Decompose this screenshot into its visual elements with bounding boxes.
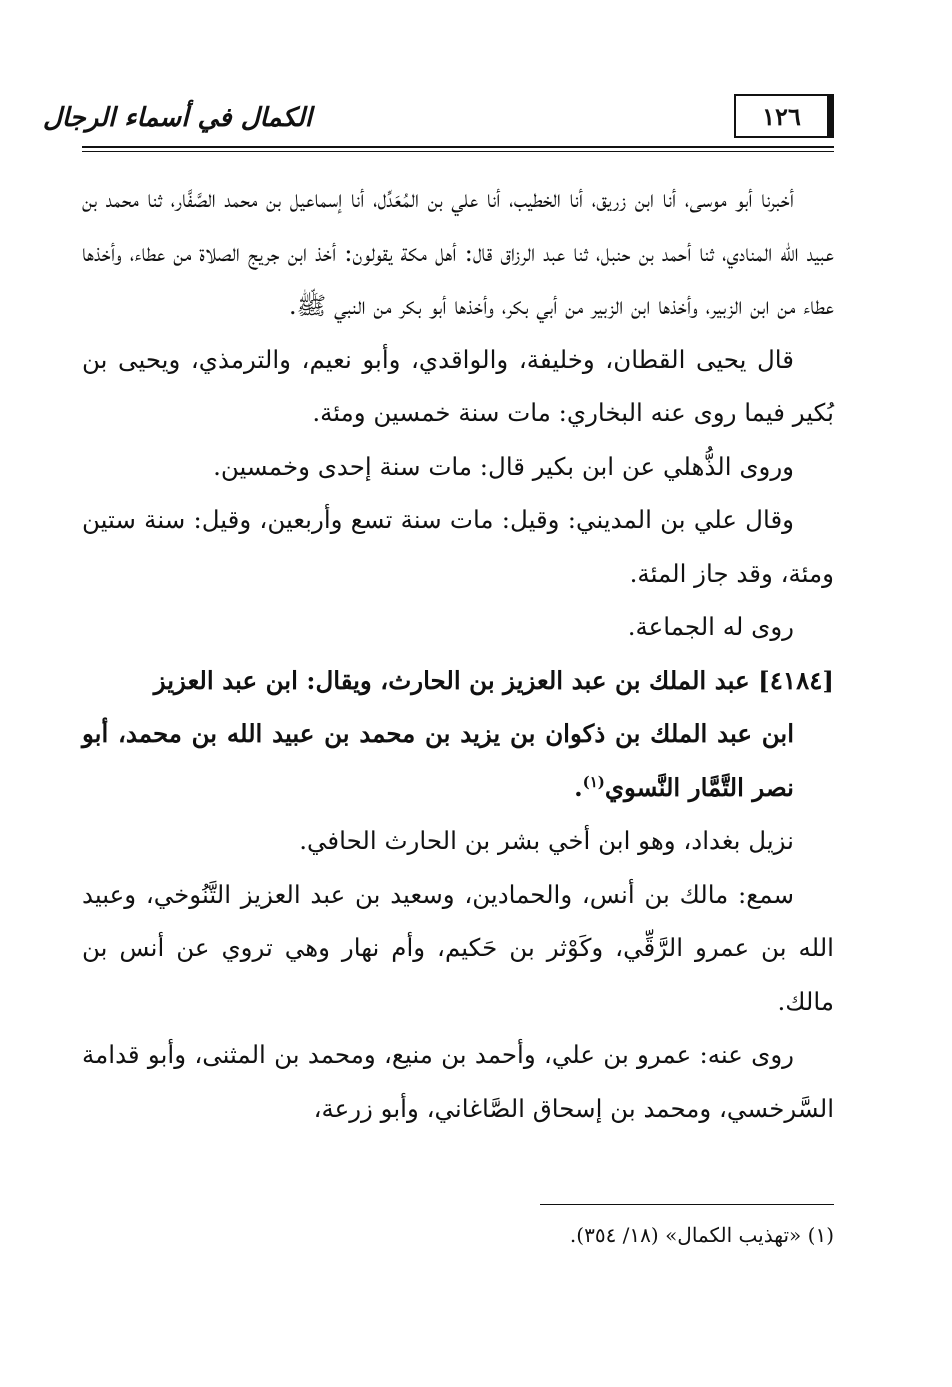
paragraph: وقال علي بن المديني: وقيل: مات سنة تسع وأربعين، وقيل: سنة ستين ومئة، وقد جاز المئة. [82,505,834,588]
paragraph: نزيل بغداد، وهو ابن أخي بشر بن الحارث الحافي. [299,826,794,855]
entry-heading-end: . [574,772,583,802]
paragraph: روى عنه: عمرو بن علي، وأحمد بن منيع، ومحمد بن المثنى، وأبو قدامة السَّرخسي، ومحمد بن إسحاق الصَّاغاني، وأبو زرعة، [82,1040,834,1123]
main-text [82,172,834,1135]
footnote: (١) «تهذيب الكمال» (١٨/ ٣٥٤). [569,1223,834,1247]
header-rule-thin [82,151,834,152]
paragraph: سمع: مالك بن أنس، والحمادين، وسعيد بن عبد العزيز التَّنُوخي، وعبيد الله بن عمرو الرَّقِّي، وكَوْثر بن حَكيم، وأم نهار وهي تروي عن أنس بن مالك. [82,879,834,1016]
entry-heading-text: ابن عبد الملك بن ذكوان بن يزيد بن محمد بن عبيد الله بن محمد، أبو نصر التَّمَّار النَّسوي [82,719,794,802]
page-header [42,94,834,154]
footnote-reference[interactable]: (١) [582,772,605,791]
footnote-separator [540,1204,834,1205]
entry-heading: [٤١٨٤] عبد الملك بن عبد العزيز بن الحارث، ويقال: ابن عبد العزيز [153,665,834,695]
paragraph: وروى الذُّهلي عن ابن بكير قال: مات سنة إحدى وخمسين. [213,451,794,481]
entry-heading-continuation [82,707,834,814]
paragraph: قال يحيى القطان، وخليفة، والواقدي، وأبو نعيم، والترمذي، ويحيى بن بُكير فيما روى عنه البخاري: مات سنة خمسين ومئة. [82,344,834,427]
header-rule [82,146,834,148]
book-title-logo: الكمال في أسماء الرجال [42,103,312,133]
page-number: ١٢٦ [734,94,834,138]
paragraph: روى له الجماعة. [627,612,794,641]
paragraph: أخبرنا أبو موسى، أنا ابن زريق، أنا الخطيب، أنا علي بن المُعَدِّل، أنا إسماعيل بن محمد الصَّفَّار، ثنا محمد بن عبيد الله المنادي، ثنا أحمد بن حنبل، ثنا عبد الرزاق قال: أهل مكة يقولون: أخذ ابن جريج الصلاة من عطاء، وأخذها عطاء من ابن الزبير، وأخذها ابن الزبير من أبي بكر، وأخذها أبو بكر من النبي ﷺ. [82,184,834,320]
